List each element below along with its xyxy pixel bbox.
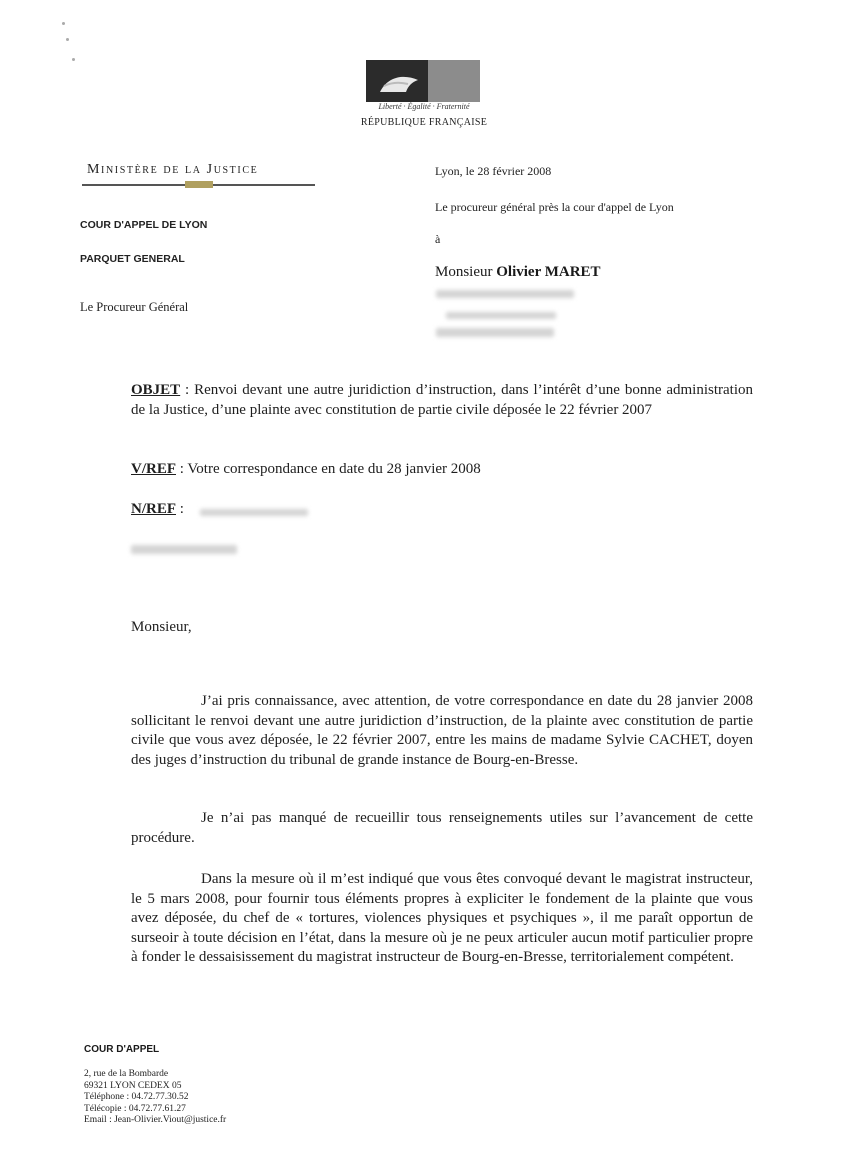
- footer-email[interactable]: Email : Jean-Olivier.Viout@justice.fr: [84, 1115, 227, 1125]
- addressee-title: Monsieur: [435, 264, 497, 280]
- footer-line: Télécopie : 04.72.77.61.27: [84, 1103, 186, 1114]
- redacted-address-line: [446, 312, 556, 319]
- objet-text: Renvoi devant une autre juridiction d’instruction, dans l’intérêt d’une bonne administration de la Justice, d’une plainte avec constitution de partie civile déposée le 22 février 2007: [131, 382, 754, 418]
- scan-mark: [72, 58, 75, 61]
- sender-line: Le procureur général près la cour d'appel de Lyon: [435, 200, 674, 214]
- scan-mark: [62, 22, 65, 25]
- redacted-reference: [200, 509, 308, 516]
- marianne-logo-band: [428, 60, 480, 102]
- nref-label: N/REF: [131, 501, 176, 517]
- nref-separator: :: [176, 501, 184, 517]
- addressee-name: Olivier MARET: [496, 264, 601, 280]
- ministry-rule-accent: [185, 181, 213, 188]
- place-date: Lyon, le 28 février 2008: [435, 164, 552, 178]
- vref-label: V/REF: [131, 461, 176, 477]
- objet-label: OBJET: [131, 382, 181, 398]
- footer-line: 69321 LYON CEDEX 05: [84, 1080, 182, 1091]
- objet-block: [131, 381, 753, 420]
- ministry-title: Ministère de la Justice: [87, 162, 259, 177]
- scan-mark: [66, 38, 69, 41]
- vref-separator: :: [176, 461, 188, 477]
- salutation: Monsieur,: [131, 619, 192, 635]
- department-name: PARQUET GENERAL: [80, 253, 185, 265]
- redacted-reference: [131, 545, 237, 554]
- republic-motto: Liberté · Égalité · Fraternité: [378, 102, 470, 111]
- footer-title: COUR D'APPEL: [84, 1044, 160, 1055]
- court-name: COUR D'APPEL DE LYON: [80, 219, 208, 231]
- republic-name: RÉPUBLIQUE FRANÇAISE: [360, 117, 488, 128]
- footer-address: [84, 1069, 226, 1127]
- marianne-profile-icon: [378, 72, 424, 96]
- redacted-address-line: [436, 290, 574, 298]
- to-prefix: à: [435, 232, 441, 246]
- footer-line: Téléphone : 04.72.77.30.52: [84, 1092, 189, 1102]
- objet-separator: :: [180, 382, 195, 398]
- body-paragraph: Dans la mesure où il m’est indiqué que vous êtes convoqué devant le magistrat instructeur, le 5 mars 2008, pour fournir tous éléments propres à expliciter le fondement de la plainte que vous avez déposée, du chef de « tortures, violences physiques et psychiques », il me paraît opportun de surseoir à toute décision en l’état, dans la mesure où je ne peux articuler aucun motif particulier propre à fonder le dessaisissement du magistrat instructeur de Bourg-en-Bresse, territorialement compétent.: [131, 871, 753, 965]
- vref-text: Votre correspondance en date du 28 janvier 2008: [187, 461, 481, 477]
- sender-role: Le Procureur Général: [80, 300, 189, 314]
- vref-block: [131, 460, 753, 480]
- redacted-address-line: [436, 328, 554, 337]
- addressee: [435, 264, 601, 281]
- footer-line: 2, rue de la Bombarde: [84, 1069, 169, 1079]
- body-paragraph: Je n’ai pas manqué de recueillir tous renseignements utiles sur l’avancement de cette procédure.: [131, 810, 753, 846]
- body-paragraph: J’ai pris connaissance, avec attention, de votre correspondance en date du 28 janvier 2008 sollicitant le renvoi devant une autre juridiction d’instruction, de la plainte avec constitution de partie civile que vous avez déposée, le 22 février 2007, entre les mains de madame Sylvie CACHET, doyen des juges d’instruction du tribunal de grande instance de Bourg-en-Bresse.: [131, 693, 753, 768]
